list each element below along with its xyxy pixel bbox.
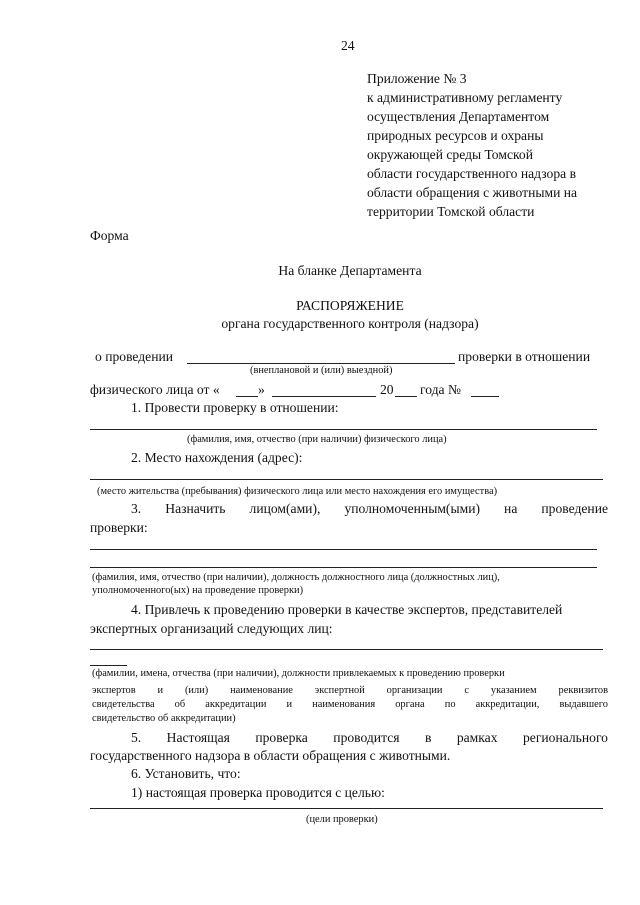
document-title: РАСПОРЯЖЕНИЕ: [296, 298, 404, 313]
item-4-hint-3: свидетельства об аккредитации и наименования органа по аккредитации, выдавшего: [92, 699, 608, 710]
item-6-hint: (цели проверки): [306, 814, 378, 825]
item-3-field-1[interactable]: [90, 549, 597, 550]
item-3-line-1: [90, 500, 608, 517]
item-4-hint-4: свидетельство об аккредитации): [92, 713, 236, 724]
appendix-line: окружающей среды Томской: [367, 147, 533, 162]
appendix-line: области государственного надзора в: [367, 166, 577, 181]
item-6-field[interactable]: [90, 808, 603, 809]
item-5-word: в: [424, 730, 432, 745]
appendix-line: осуществления Департаментом: [367, 109, 550, 124]
item-5-word: 5.: [131, 730, 142, 745]
month-field[interactable]: [272, 396, 376, 397]
item-3-word: Назначить: [165, 501, 226, 516]
appendix-line: природных ресурсов и охраны: [367, 128, 544, 143]
appendix-title: Приложение № 3: [367, 71, 467, 86]
item-4-line-1: 4. Привлечь к проведению проверки в качестве экспертов, представителей: [131, 602, 563, 617]
item-3-word: лицом(ами),: [249, 501, 321, 516]
number-label: года №: [420, 382, 461, 397]
day-field[interactable]: [236, 396, 258, 397]
appendix-line: области обращения с животными на: [367, 185, 578, 200]
item-5-word: проверка: [255, 730, 308, 745]
item-6-sub-1: 1) настоящая проверка проводится с целью:: [131, 785, 385, 800]
item-5-line-2: государственного надзора в области обращения с животными.: [90, 748, 451, 763]
inspection-type-hint: (внеплановой и (или) выездной): [250, 365, 393, 376]
appendix-line: территории Томской области: [367, 204, 535, 219]
item-5-word: Настоящая: [166, 730, 230, 745]
item-4-hint-1: (фамилии, имена, отчества (при наличии), должности привлекаемых к проведению проверки: [92, 668, 505, 679]
item-4-field-1[interactable]: [90, 649, 603, 650]
item-5-word: проводится: [333, 730, 400, 745]
item-5-word: рамках: [456, 730, 498, 745]
page-number: 24: [341, 38, 355, 53]
item-3-field-2[interactable]: [90, 567, 597, 568]
item-3-word: уполномоченным(ыми): [344, 501, 480, 516]
item-3-hint-1: (фамилия, имя, отчество (при наличии), должность должностного лица (должностных лиц),: [92, 572, 500, 583]
order-number-field[interactable]: [471, 396, 499, 397]
date-prefix: физического лица от «: [90, 382, 220, 397]
item-6-text: 6. Установить, что:: [131, 766, 241, 781]
letterhead-note: На бланке Департамента: [278, 263, 422, 278]
date-close-quote: »: [258, 382, 265, 397]
item-5-word: регионального: [522, 730, 608, 745]
item-3-word: на: [504, 501, 518, 516]
item-4-field-2[interactable]: [90, 665, 127, 666]
item-3-word: 3.: [131, 501, 142, 516]
inspection-prefix: о проведении: [95, 349, 174, 364]
item-3-hint-2: уполномоченного(ых) на проведение проверки): [92, 585, 304, 596]
item-5-line-1: [90, 729, 608, 746]
item-2-text: 2. Место нахождения (адрес):: [131, 450, 303, 465]
appendix-line: к административному регламенту: [367, 90, 563, 105]
year-field[interactable]: [395, 396, 417, 397]
item-4-hint-2: экспертов и (или) наименование экспертной организации с указанием реквизитов: [92, 685, 608, 696]
inspection-suffix: проверки в отношении: [458, 349, 591, 364]
item-2-field[interactable]: [90, 479, 603, 480]
item-4-line-2: экспертных организаций следующих лиц:: [90, 621, 333, 636]
item-3-line-2: проверки:: [90, 520, 148, 535]
item-2-hint: (место жительства (пребывания) физического лица или место нахождения его имущества): [97, 486, 498, 497]
year-prefix: 20: [380, 382, 394, 397]
form-label: Форма: [90, 228, 129, 243]
item-1-text: 1. Провести проверку в отношении:: [131, 400, 339, 415]
item-3-word: проведение: [541, 501, 609, 516]
item-1-field[interactable]: [90, 429, 597, 430]
item-1-hint: (фамилия, имя, отчество (при наличии) физического лица): [187, 434, 447, 445]
document-subtitle: органа государственного контроля (надзора): [221, 316, 479, 331]
